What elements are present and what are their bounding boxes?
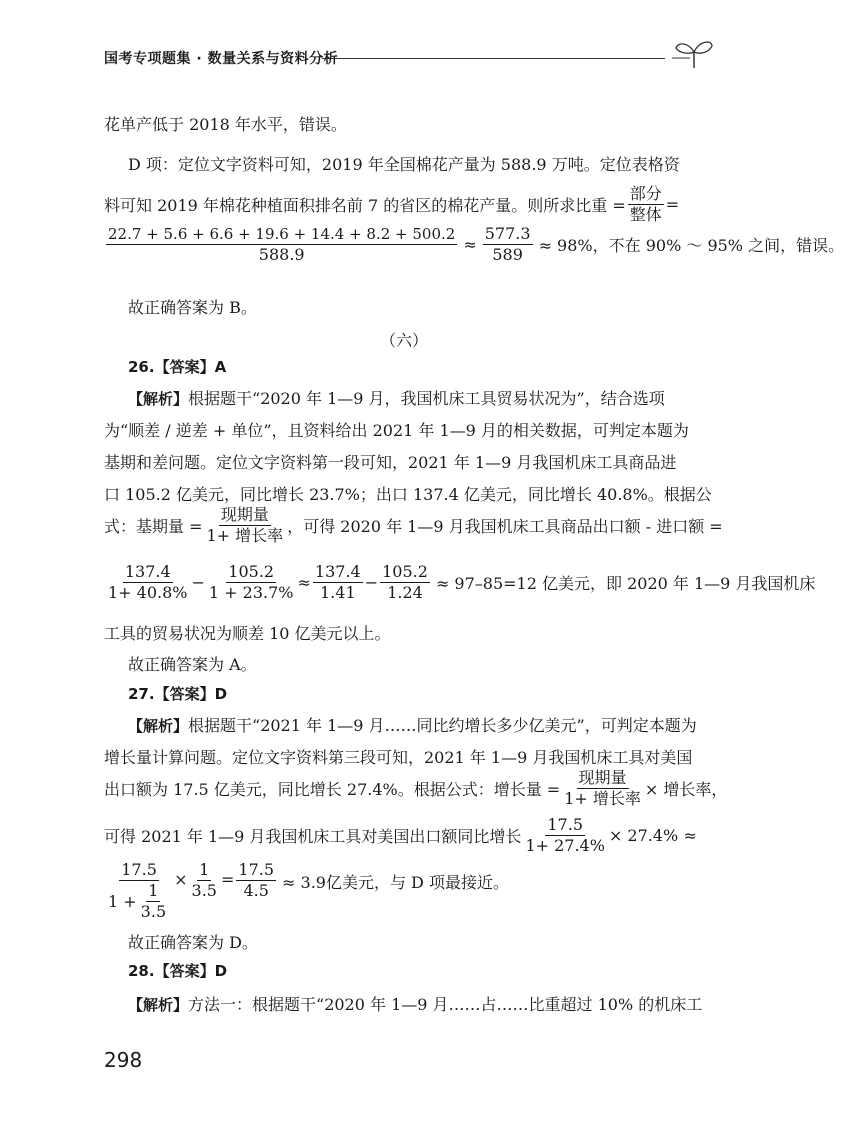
text-span: 出口额为 17.5 亿美元，同比增长 27.4%。根据公式：增长量 =: [104, 780, 561, 799]
text-span: ≈ 3.9亿美元，与 D 项最接近。: [282, 873, 509, 892]
text-line: 增长量计算问题。定位文字资料第三段可知，2021 年 1—9 月我国机床工具对美国: [104, 748, 693, 767]
fraction-nested: [139, 881, 168, 922]
fraction-numerator: 1: [148, 881, 159, 900]
running-header: 国考专项题集 · 数量关系与资料分析: [104, 51, 339, 67]
text-line: [104, 505, 723, 546]
fraction-denominator: 1.24: [387, 583, 423, 602]
fraction-denominator: 4.5: [243, 881, 269, 900]
fraction-denominator: 1+ 增长率: [206, 526, 284, 545]
fraction-denominator: 整体: [629, 205, 662, 224]
sprout-icon: [672, 34, 716, 70]
approx-sign: ≈: [463, 235, 477, 254]
equals-sign: =: [220, 870, 235, 889]
fraction-numerator: 22.7 + 5.6 + 6.6 + 19.6 + 14.4 + 8.2 + 500.2: [108, 225, 456, 243]
fraction-numerator: 1: [199, 860, 210, 879]
fraction-numerator: 17.5: [547, 815, 583, 834]
text-span: 式：基期量 =: [104, 517, 203, 536]
fraction-base-formula: [205, 505, 286, 546]
header-dash-rule: [322, 58, 334, 59]
text-line: 口 105.2 亿美元，同比增长 23.7%；出口 137.4 亿美元，同比增长 40.8%。根据公: [104, 485, 712, 504]
formula-line: $\frac{137.4}{1+ 40.8\%}$ − $\frac{105.2}{1 + 23.7\%}$ ≈ $\frac{137.4}{1.41}$ − $\frac{105.2}{1.24}$ ≈ 97–85=12 亿美元，即 2020 年 1—9 月我国机床: [108, 562, 816, 602]
text-line: [104, 184, 679, 225]
fraction-growth-formula: [562, 768, 643, 809]
text-line: 基期和差问题。定位文字资料第一段可知，2021 年 1—9 月我国机床工具商品进: [104, 453, 677, 472]
text-line: [128, 713, 697, 736]
text-span: 根据题干“2021 年 1—9 月……同比约增长多少亿美元”，可判定本题为: [188, 716, 697, 735]
text-span: =: [665, 195, 680, 214]
fraction-denominator: 1+ 27.4%: [525, 836, 605, 855]
header-rule: [335, 58, 665, 59]
fraction: [236, 860, 276, 901]
fraction-numerator: 137.4: [124, 562, 171, 581]
text-span: 料可知 2019 年棉花种植面积排名前 7 的省区的棉花产量。则所求比重 =: [104, 196, 626, 215]
text-span: ≈ 98%，不在 90% ～ 95% 之间，错误。: [538, 236, 844, 255]
section-heading: （六）: [380, 331, 429, 350]
fraction-numerator: 137.4: [314, 562, 361, 581]
text-line: [104, 815, 697, 856]
fraction: [313, 562, 363, 603]
text-span: ≈ 97–85=12 亿美元，即 2020 年 1—9 月我国机床: [435, 574, 816, 593]
fraction: [207, 562, 296, 603]
fraction: [190, 860, 219, 901]
times-sign: ×: [174, 870, 188, 889]
fraction-numerator: 现期量: [578, 768, 627, 787]
text-line: 故正确答案为 D。: [128, 933, 258, 952]
text-line: [128, 386, 665, 409]
fraction-numerator: 现期量: [220, 505, 269, 524]
text-line: 为“顺差 / 逆差 + 单位”，且资料给出 2021 年 1—9 月的相关数据，可判定本题为: [104, 421, 689, 440]
fraction-numerator: 105.2: [382, 562, 428, 581]
fraction: [380, 562, 430, 603]
text-line: [104, 768, 727, 809]
fraction-numerator: 17.5: [238, 860, 275, 879]
text-span: × 27.4% ≈: [608, 826, 697, 845]
fraction: [106, 562, 190, 603]
fraction-complex: [106, 860, 172, 922]
text-span: ，可得 2020 年 1—9 月我国机床工具商品出口额 - 进口额 =: [287, 517, 723, 536]
fraction-numerator: 105.2: [228, 562, 275, 581]
text-span: × 增长率，: [644, 780, 728, 799]
text-line: D 项：定位文字资料可知，2019 年全国棉花产量为 588.9 万吨。定位表格资: [128, 155, 680, 174]
fraction-denominator: 1 + 23.7%: [208, 583, 294, 602]
analysis-tag: 【解析】: [128, 390, 189, 408]
fraction-numerator: 577.3: [484, 224, 531, 243]
answer-label: 27.【答案】D: [128, 685, 228, 703]
fraction-denominator: 1.41: [320, 583, 356, 602]
text-span: 方法一：根据题干“2020 年 1—9 月……占……比重超过 10% 的机床工: [188, 995, 703, 1014]
fraction-denominator: [106, 881, 172, 922]
analysis-tag: 【解析】: [128, 717, 189, 735]
fraction: [523, 815, 607, 856]
fraction-ratio: [483, 224, 533, 265]
text-span: 可得 2021 年 1—9 月我国机床工具对美国出口额同比增长: [104, 827, 522, 846]
fraction-denominator: 1+ 40.8%: [108, 583, 188, 602]
text-line: 故正确答案为 B。: [128, 298, 257, 317]
fraction-numerator: 部分: [629, 184, 662, 203]
page-number: 298: [104, 1048, 143, 1072]
formula-line: [104, 224, 844, 265]
fraction-denominator: 588.9: [258, 245, 305, 264]
fraction-denominator: 3.5: [191, 881, 217, 900]
text-span: 1 +: [108, 891, 137, 911]
fraction-part-whole: [628, 184, 664, 225]
fraction-sum: [106, 224, 457, 265]
answer-label: 28.【答案】D: [128, 962, 228, 980]
text-line: 故正确答案为 A。: [128, 655, 257, 674]
text-line: [128, 992, 702, 1015]
answer-label: 26.【答案】A: [128, 358, 227, 376]
text-span: 根据题干“2020 年 1—9 月，我国机床工具贸易状况为”，结合选项: [188, 389, 665, 408]
formula-line: [104, 860, 509, 922]
fraction-denominator: 589: [492, 245, 523, 264]
fraction-denominator: 3.5: [140, 902, 167, 921]
analysis-tag: 【解析】: [128, 996, 189, 1014]
text-line: 工具的贸易状况为顺差 10 亿美元以上。: [104, 624, 391, 643]
text-line: 花单产低于 2018 年水平，错误。: [104, 115, 347, 134]
fraction-denominator: 1+ 增长率: [564, 789, 641, 808]
fraction-numerator: 17.5: [121, 860, 157, 879]
